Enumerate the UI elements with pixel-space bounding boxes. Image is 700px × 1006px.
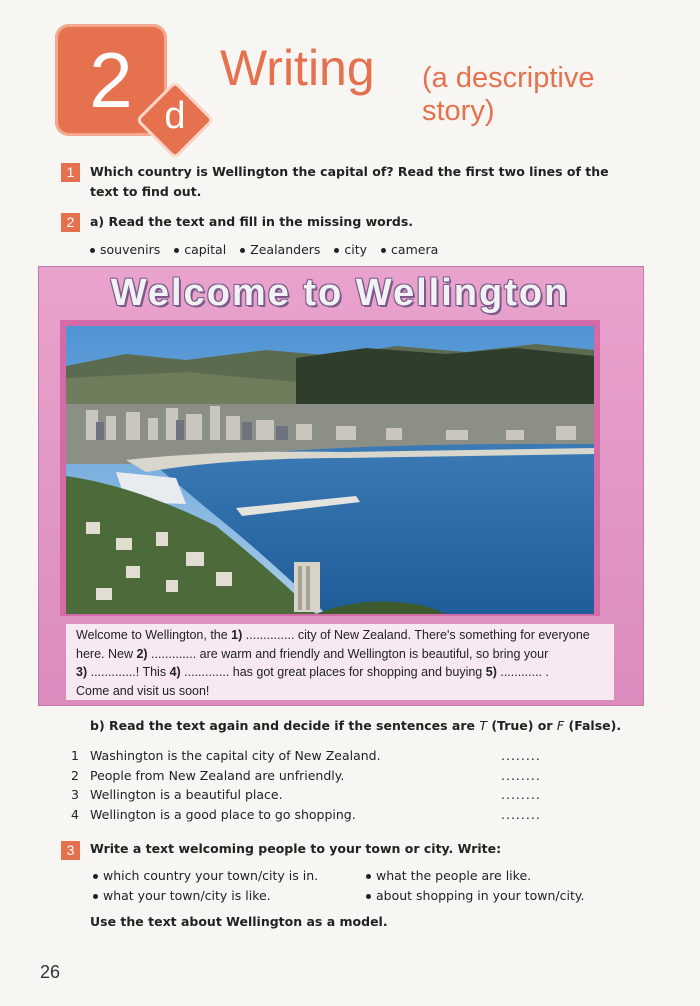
statement-row: 2 People from New Zealand are unfriendly. ........ bbox=[71, 766, 541, 786]
statement-row: 1 Washington is the capital city of New Zealand. ........ bbox=[71, 746, 541, 766]
task-item: what your town/city is like. bbox=[93, 886, 318, 906]
exercise-1-number: 1 bbox=[61, 163, 80, 182]
gap-4-number: 4) bbox=[169, 665, 181, 680]
word-item: city bbox=[334, 242, 367, 257]
gap-1-number: 1) bbox=[231, 628, 243, 642]
task-item: what the people are like. bbox=[366, 866, 584, 886]
unit-letter: d bbox=[164, 95, 186, 137]
statement-row: 4 Wellington is a good place to go shopping. ........ bbox=[71, 805, 541, 825]
exercise-2b-instruction: b) Read the text again and decide if the sentences are T (True) or F (False). bbox=[90, 718, 622, 733]
exercise-3-number: 3 bbox=[61, 841, 80, 860]
gap-3-number: 3) bbox=[76, 665, 88, 680]
gap-2-number: 2) bbox=[136, 646, 148, 661]
unit-number: 2 bbox=[89, 36, 133, 124]
exercise-2a-instruction: a) Read the text and fill in the missing words. bbox=[90, 214, 414, 229]
word-list bbox=[90, 242, 448, 257]
answer-blank[interactable]: ........ bbox=[501, 806, 541, 822]
exercise-1-instruction: Which country is Wellington the capital of? Read the first two lines of the text to find out. bbox=[90, 164, 609, 199]
exercise-3-instruction: Write a text welcoming people to your town or city. Write: bbox=[90, 841, 502, 856]
exercise-2-number: 2 bbox=[61, 213, 80, 232]
answer-blank[interactable]: ........ bbox=[501, 767, 541, 783]
exercise-3-footer: Use the text about Wellington as a model. bbox=[90, 914, 388, 929]
reading-passage: Welcome to Wellington, the 1) .............. city of New Zealand. There's something for everyone here. New 2) ............. are warm and friendly and Wellington is beautiful, so bring your 3) .............! This 4) ............. has got great places for shopping and buying 5) ............ . Come and visit us soon! bbox=[76, 628, 590, 698]
task-list-right bbox=[366, 866, 584, 906]
page-subtitle: (a descriptive story) bbox=[422, 62, 595, 127]
page-number: 26 bbox=[40, 962, 61, 982]
answer-blank[interactable]: ........ bbox=[501, 748, 541, 763]
statement-row: 3 Wellington is a beautiful place. ........ bbox=[71, 785, 541, 805]
word-item: capital bbox=[174, 242, 226, 257]
task-list-left bbox=[93, 866, 318, 906]
statement-list bbox=[71, 746, 541, 824]
word-item: camera bbox=[381, 242, 438, 257]
task-item: which country your town/city is in. bbox=[93, 866, 318, 886]
wellington-harbour-photo bbox=[66, 326, 594, 614]
task-item: about shopping in your town/city. bbox=[366, 886, 584, 906]
gap-5-number: 5) bbox=[485, 665, 497, 680]
page-title: Writing bbox=[220, 40, 375, 96]
answer-blank[interactable]: ........ bbox=[501, 787, 541, 802]
reading-title: Welcome to Wellington bbox=[110, 272, 570, 314]
word-item: Zealanders bbox=[240, 242, 320, 257]
word-item: souvenirs bbox=[90, 242, 160, 257]
